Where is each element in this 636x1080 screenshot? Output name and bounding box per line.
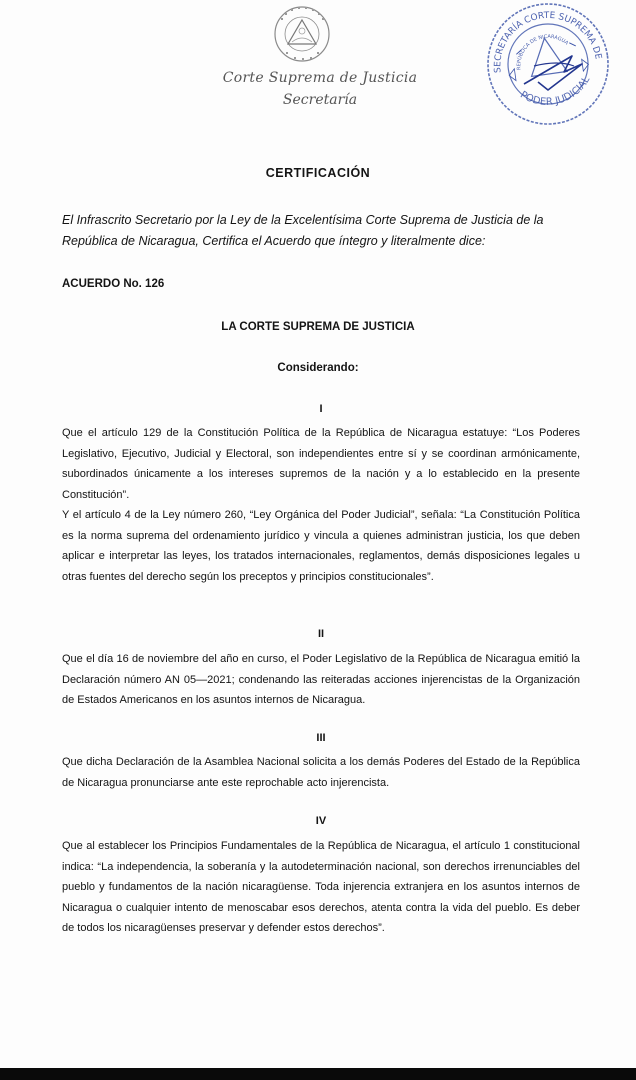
stamp-inner-text: REPÚBLICA DE NICARAGUA	[516, 33, 570, 71]
section-numeral: II	[317, 628, 325, 640]
intro-paragraph: El Infrascrito Secretario por la Ley de la Excelentísima Corte Suprema de Justicia de la República de Nicaragua, Certifica el Acuerdo que íntegro y literalmente dice:	[62, 213, 544, 248]
section-paragraph: Y el artículo 4 de la Ley número 260, “Ley Orgánica del Poder Judicial”, señala: “La Constitución Política es la norma suprema del ordenamiento jurídico y vincula a quienes administran justicia, los que deben aplicar e interpretar las leyes, los tratados internacionales, reglamentos, demás disposiciones legales u otras fuentes del derecho según los preceptos y principios constitucionales”.	[62, 509, 580, 583]
section-paragraph: Que dicha Declaración de la Asamblea Nacional solicita a los demás Poderes del Estado de la República de Nicaragua pronunciarse ante este reprochable acto injerencista.	[62, 756, 580, 789]
acuerdo-number: ACUERDO No. 126	[62, 278, 165, 290]
stamp-outer-text: SECRETARÍA CORTE SUPREMA DE	[493, 10, 603, 74]
court-heading: LA CORTE SUPREMA DE JUSTICIA	[221, 321, 415, 333]
section-numeral: I	[319, 403, 323, 415]
letterhead-court-name: Corte Suprema de Justicia	[222, 70, 418, 86]
stamp-bottom-text: PODER JUDICIAL	[518, 74, 593, 108]
section-paragraph: Que al establecer los Principios Fundamentales de la República de Nicaragua, el artículo 1 constitucional indica: “La independencia, la soberanía y la autodeterminación nacional, son derechos irrenunciables del pueblo y fundamentos de la nación nicaragüense. Toda injerencia extranjera en los asuntos internos de Nicaragua o cualquier intento de menoscabar esos derechos, atenta contra la vida del pueblo. Es deber de todos los nicaragüenses preservar y defender estos derechos”.	[62, 840, 580, 934]
bottom-bar	[0, 1068, 636, 1080]
official-stamp-icon	[478, 0, 618, 128]
document-title: CERTIFICACIÓN	[265, 166, 371, 180]
considerando-heading: Considerando:	[277, 362, 359, 374]
letterhead-office: Secretaría	[282, 92, 358, 108]
nicaragua-seal-icon	[272, 4, 332, 64]
section-paragraph: Que el día 16 de noviembre del año en curso, el Poder Legislativo de la República de Nicaragua emitió la Declaración número AN 05—2021; condenando las reiteradas acciones injerencistas de la Organización de Estados Americanos en los asuntos internos de Nicaragua.	[62, 653, 580, 706]
svg-text:PODER JUDICIAL	[516, 73, 596, 112]
section-numeral: IV	[315, 815, 327, 827]
section-paragraph: Que el artículo 129 de la Constitución Política de la República de Nicaragua estatuye: “Los Poderes Legislativo, Ejecutivo, Judicial y Electoral, son independientes entre sí y se coordinan armónicamente, subordinados únicamente a los intereses supremos de la nación y a lo establecido en la presente Constitución”.	[62, 427, 580, 501]
section-numeral: III	[316, 732, 326, 744]
